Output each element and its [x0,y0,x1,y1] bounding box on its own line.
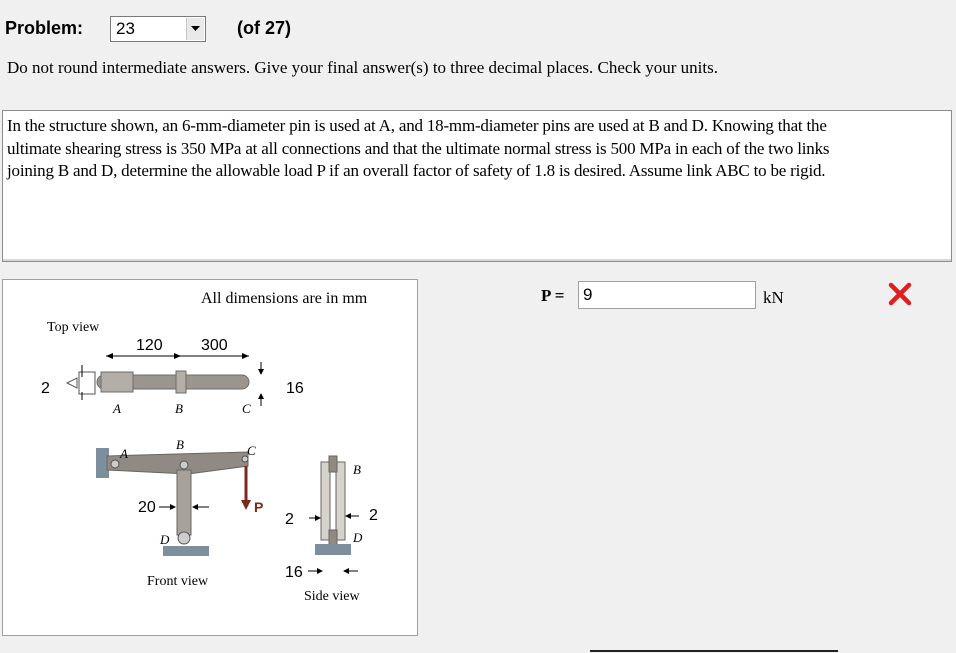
dim-label-300: 300 [201,337,228,354]
link-bd-front [177,470,191,535]
pin-d-side [329,530,337,546]
dim-label-16-top: 16 [286,380,304,397]
arrow-icon [258,369,264,375]
arrow-icon [345,513,351,519]
top-view-label: Top view [47,320,100,335]
problem-label: Problem: [5,18,84,38]
clevis-top [79,372,95,394]
instructions-text: Do not round intermediate answers. Give your final answer(s) to three decimal places. Check your units. [7,58,718,77]
point-b-front: B [176,437,184,452]
dim-label-120: 120 [136,337,163,354]
statement-line: joining B and D, determine the allowable load P if an overall factor of safety of 1.8 is desired. Assume link ABC to be rigid. [7,161,826,180]
arrow-icon [170,504,176,510]
side-view-label: Side view [304,589,360,604]
ground-support-side [315,544,351,555]
arrow-icon [315,515,321,521]
problem-number-value: 23 [116,19,135,38]
answer-label: P = [541,286,565,305]
point-c-top: C [242,401,251,416]
statement-line: In the structure shown, an 6-mm-diameter pin is used at A, and 18-mm-diameter pins are used at B and D. Knowing that the [7,116,827,135]
dim-label-2-side-left: 2 [285,511,294,528]
problem-statement-box [2,110,952,262]
link-bd-side-left [321,462,330,540]
pin-b-side [329,456,337,472]
load-arrowhead-icon [241,500,251,510]
pin-a-front [111,460,119,468]
statement-divider [3,259,951,261]
arrow-icon [317,568,323,574]
point-a-top: A [113,401,121,416]
pin-d-front [178,532,190,544]
support-end-top [67,378,77,388]
answer-input[interactable] [578,281,756,309]
clevis-a-top [101,372,133,392]
point-c-front: C [247,443,256,458]
point-b-side: B [353,462,361,477]
point-d-side: D [353,530,363,545]
dim-label-2-top: 2 [41,380,50,397]
load-label: P [254,499,264,515]
figure-caption: All dimensions are in mm [201,290,368,307]
statement-line: ultimate shearing stress is 350 MPa at all connections and that the ultimate normal stress is 500 MPa in each of the two links [7,138,830,158]
answer-unit: kN [763,288,784,307]
dim-label-20: 20 [138,499,156,516]
problem-total-count: (of 27) [237,18,291,38]
dim-arrow-300 [242,353,249,359]
point-b-top: B [175,401,183,416]
problem-number-select[interactable] [110,16,206,42]
dropdown-arrow-icon[interactable] [186,18,204,40]
figure-panel [2,279,418,636]
wrong-x-icon [888,282,912,311]
bottom-divider [590,650,838,652]
arrow-icon [192,504,198,510]
point-a-front: A [120,446,128,461]
front-view-label: Front view [147,574,209,589]
dim-label-16-side: 16 [285,564,303,581]
structure-diagram [3,280,417,635]
pin-b-front [180,461,188,469]
arrow-icon [258,393,264,399]
link-bd-side-right [336,462,345,540]
dim-label-2-side-right: 2 [369,507,378,524]
ground-support [163,546,209,556]
arrow-icon [343,568,349,574]
point-d-front: D [160,532,170,547]
pin-b-top [176,371,186,393]
